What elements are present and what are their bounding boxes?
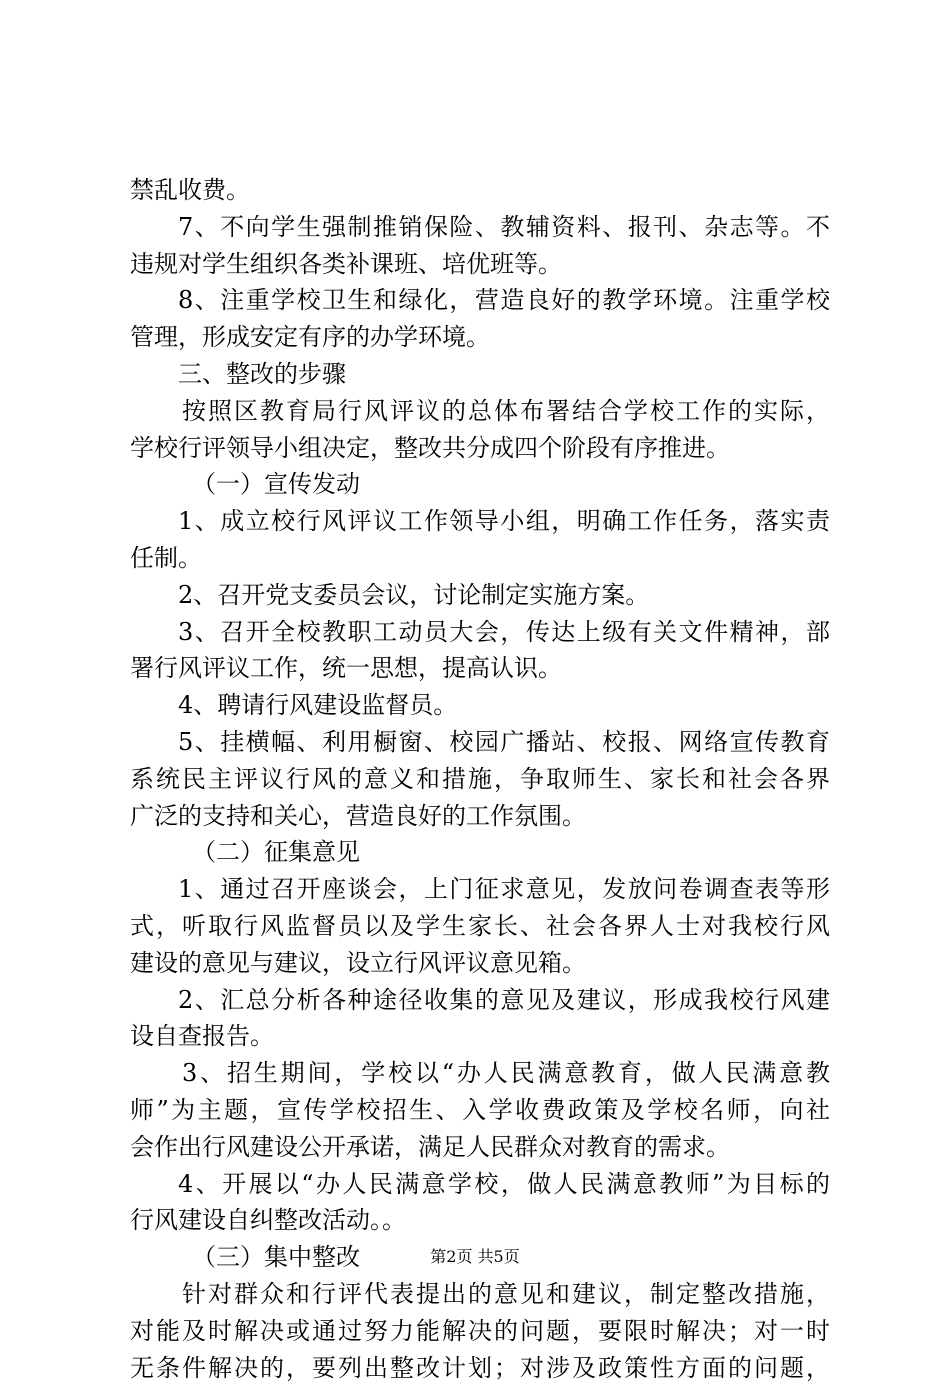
text-line: 建设的意见与建议，设立行风评议意见箱。 <box>130 945 830 982</box>
text-line: 按照区教育局行风评议的总体布署结合学校工作的实际， <box>130 393 830 430</box>
text-line: 对能及时解决或通过努力能解决的问题，要限时解决；对一时 <box>130 1313 830 1350</box>
text-line: 7、不向学生强制推销保险、教辅资料、报刊、杂志等。不 <box>130 209 830 246</box>
text-line: 1、成立校行风评议工作领导小组，明确工作任务，落实责 <box>130 503 830 540</box>
text-line: 3、招生期间，学校以“办人民满意教育，做人民满意教 <box>130 1055 830 1092</box>
text-line: 师”为主题，宣传学校招生、入学收费政策及学校名师，向社 <box>130 1092 830 1129</box>
section-heading: 三、整改的步骤 <box>130 356 830 393</box>
subsection-heading: （二）征集意见 <box>130 834 830 871</box>
text-line: 2、汇总分析各种途径收集的意见及建议，形成我校行风建 <box>130 982 830 1019</box>
text-line: 设自查报告。 <box>130 1018 830 1055</box>
page-number-footer: 第2页 共5页 <box>0 1247 950 1267</box>
text-line: 广泛的支持和关心，营造良好的工作氛围。 <box>130 798 830 835</box>
text-line: 署行风评议工作，统一思想，提高认识。 <box>130 650 830 687</box>
text-line: 禁乱收费。 <box>130 172 830 209</box>
subsection-heading: （一）宣传发动 <box>130 466 830 503</box>
text-line: 2、召开党支委员会议，讨论制定实施方案。 <box>130 577 830 614</box>
text-line: 针对群众和行评代表提出的意见和建议，制定整改措施， <box>130 1276 830 1313</box>
text-line: 违规对学生组织各类补课班、培优班等。 <box>130 246 830 283</box>
text-line: 4、聘请行风建设监督员。 <box>130 687 830 724</box>
text-line: 任制。 <box>130 540 830 577</box>
text-line: 5、挂横幅、利用橱窗、校园广播站、校报、网络宣传教育 <box>130 724 830 761</box>
text-line: 3、召开全校教职工动员大会，传达上级有关文件精神，部 <box>130 614 830 651</box>
text-line: 8、注重学校卫生和绿化，营造良好的教学环境。注重学校 <box>130 282 830 319</box>
text-line: 无条件解决的，要列出整改计划；对涉及政策性方面的问题， <box>130 1350 830 1386</box>
text-line: 1、通过召开座谈会，上门征求意见，发放问卷调查表等形 <box>130 871 830 908</box>
text-line: 4、开展以“办人民满意学校，做人民满意教师”为目标的 <box>130 1166 830 1203</box>
text-line: 行风建设自纠整改活动。。 <box>130 1202 830 1239</box>
subsection-heading: （三）集中整改 <box>130 1239 830 1276</box>
document-body <box>130 172 830 1386</box>
text-line: 管理，形成安定有序的办学环境。 <box>130 319 830 356</box>
text-line: 会作出行风建设公开承诺，满足人民群众对教育的需求。 <box>130 1129 830 1166</box>
text-line: 系统民主评议行风的意义和措施，争取师生、家长和社会各界 <box>130 761 830 798</box>
text-line: 式，听取行风监督员以及学生家长、社会各界人士对我校行风 <box>130 908 830 945</box>
text-line: 学校行评领导小组决定，整改共分成四个阶段有序推进。 <box>130 430 830 467</box>
